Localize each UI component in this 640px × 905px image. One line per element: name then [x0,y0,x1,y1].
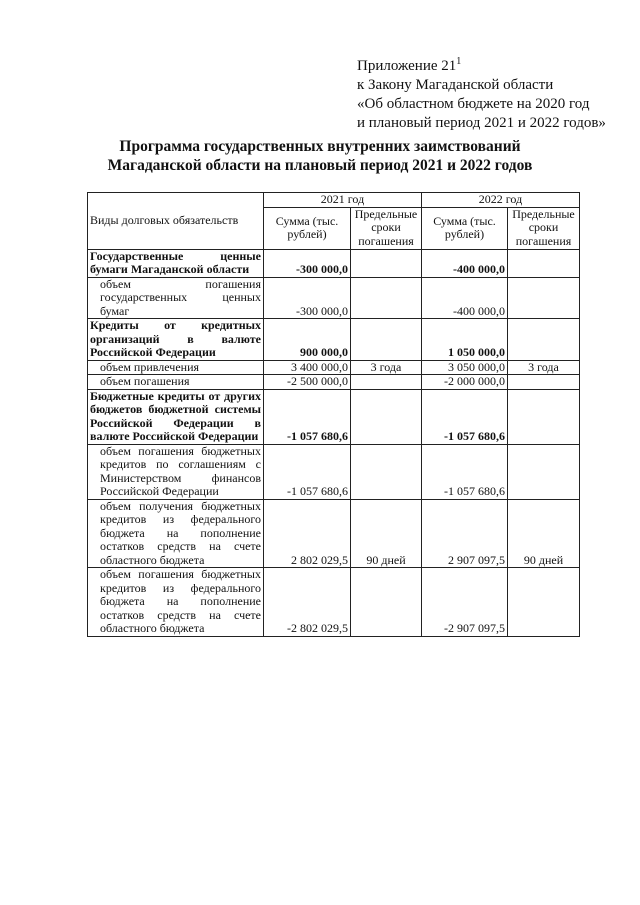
table-row [88,444,580,499]
row-label: Кредиты от кредитных организаций в валюте Российской Федерации [88,319,264,361]
row-sum-2022: -1 057 680,6 [422,444,508,499]
row-term-2021 [351,319,422,361]
row-label: объем погашения бюджетных кредитов из федерального бюджета на пополнение остатков средств на счете областного бюджета [88,568,264,637]
header-debt-types: Виды долговых обязательств [88,193,264,250]
row-sum-2022: 3 050 000,0 [422,360,508,375]
row-term-2021 [351,568,422,637]
row-term-2021 [351,444,422,499]
row-term-2021 [351,277,422,319]
row-sum-2021: -300 000,0 [264,249,351,277]
row-term-2022 [508,375,580,390]
table-row [88,360,580,375]
table-row [88,249,580,277]
row-sum-2022: -2 000 000,0 [422,375,508,390]
row-term-2021 [351,375,422,390]
row-sum-2022: 2 907 097,5 [422,499,508,568]
title-line-2: Магаданской области на плановый период 2021 и 2022 годов [107,157,533,174]
row-label: объем привлечения [88,360,264,375]
table-row [88,277,580,319]
header-year-2022: 2022 год [422,193,580,208]
row-term-2022 [508,389,580,444]
document-title [0,137,640,175]
row-sum-2021: -300 000,0 [264,277,351,319]
row-term-2021: 90 дней [351,499,422,568]
table-row [88,319,580,361]
row-term-2022 [508,277,580,319]
row-sum-2021: -2 500 000,0 [264,375,351,390]
row-label: объем погашения государственных ценных бумаг [88,277,264,319]
table-row [88,568,580,637]
title-line-1: Программа государственных внутренних заимствований [119,138,521,155]
row-sum-2022: 1 050 000,0 [422,319,508,361]
table-row [88,389,580,444]
row-term-2022: 90 дней [508,499,580,568]
appendix-line-1: Приложение $21^1$ [357,56,462,74]
appendix-line-4: и плановый период 2021 и 2022 годов» [357,115,606,131]
table-row [88,499,580,568]
header-term-2022: Предельные сроки погашения [508,207,580,249]
table-row [88,375,580,390]
borrowing-program-table [87,192,580,637]
row-sum-2022: -1 057 680,6 [422,389,508,444]
appendix-header [357,52,606,133]
row-label: Бюджетные кредиты от других бюджетов бюджетной системы Российской Федерации в валюте Российской Федерации [88,389,264,444]
header-year-2021: 2021 год [264,193,422,208]
row-sum-2021: -2 802 029,5 [264,568,351,637]
row-sum-2021: 2 802 029,5 [264,499,351,568]
header-sum-2021: Сумма (тыс. рублей) [264,207,351,249]
row-label: объем погашения бюджетных кредитов по соглашениям с Министерством финансов Российской Федерации [88,444,264,499]
header-sum-2022: Сумма (тыс. рублей) [422,207,508,249]
row-sum-2021: -1 057 680,6 [264,389,351,444]
row-term-2022: 3 года [508,360,580,375]
row-term-2022 [508,249,580,277]
row-sum-2022: -400 000,0 [422,249,508,277]
row-label: объем получения бюджетных кредитов из федерального бюджета на пополнение остатков средств на счете областного бюджета [88,499,264,568]
header-term-2021: Предельные сроки погашения [351,207,422,249]
row-sum-2021: 900 000,0 [264,319,351,361]
row-term-2022 [508,319,580,361]
row-term-2022 [508,568,580,637]
row-sum-2021: -1 057 680,6 [264,444,351,499]
row-term-2021: 3 года [351,360,422,375]
row-label: Государственные ценные бумаги Магаданской области [88,249,264,277]
appendix-line-3: «Об областном бюджете на 2020 год [357,96,590,112]
row-sum-2021: 3 400 000,0 [264,360,351,375]
row-sum-2022: -400 000,0 [422,277,508,319]
row-term-2021 [351,389,422,444]
appendix-line-2: к Закону Магаданской области [357,77,554,93]
header-row-years [88,193,580,208]
row-term-2021 [351,249,422,277]
row-term-2022 [508,444,580,499]
row-sum-2022: -2 907 097,5 [422,568,508,637]
row-label: объем погашения [88,375,264,390]
